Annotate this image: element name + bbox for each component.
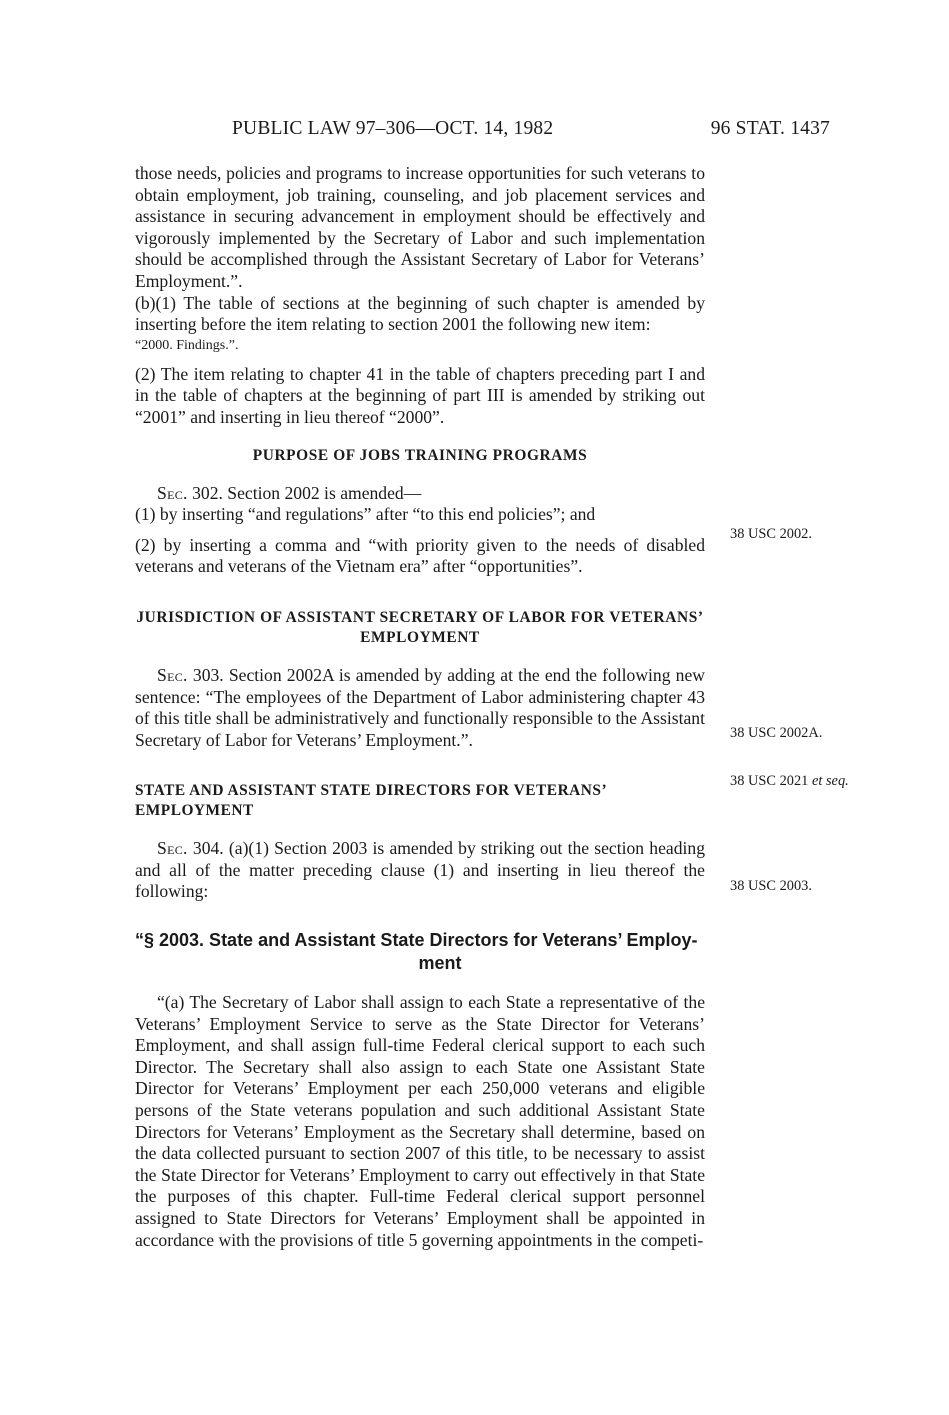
margin-note	[730, 877, 925, 895]
heading-jurisdiction-line-2: EMPLOYMENT	[360, 628, 480, 646]
margin-note	[730, 724, 925, 742]
section-302-lead: Sec. 302. Section 2002 is amended—	[157, 482, 422, 503]
running-head-left: PUBLIC LAW 97–306—OCT. 14, 1982	[232, 118, 554, 139]
heading-jurisdiction-line-1: JURISDICTION OF ASSISTANT SECRETARY OF LABOR FOR VETERANS’	[136, 608, 704, 626]
section-302-clause-2: (2) by inserting a comma and “with priority given to the needs of disabled veterans and veterans of the Vietnam era” after “opportunities”.	[135, 534, 705, 577]
margin-note-text: 38 USC 2003.	[730, 878, 812, 894]
section-2003-title-line-2: ment	[418, 953, 462, 974]
section-2003-title-line-1: “§ 2003. State and Assistant State Directors for Veterans’ Employ-	[135, 930, 698, 951]
running-head-right: 96 STAT. 1437	[710, 118, 830, 139]
section-303-paragraph: Sec. 303. Section 2002A is amended by adding at the end the following new sentence: “The employees of the Department of Labor administering chapter 43 of this title shall be administratively and functionally responsible to the Assistant Secretary of Labor for Veterans’ Employment.”.	[135, 664, 705, 750]
section-2003-title	[135, 929, 705, 975]
section-2003-subsection-a: “(a) The Secretary of Labor shall assign to each State a representative of the Veterans’ Employment Service to serve as the State Director for Veterans’ Employment, and shall assign full-time Federal clerical support to each such Director. The Secretary shall also assign to each State one Assistant State Director for Veterans’ Employment per each 250,000 veterans and eligible persons of the State veterans population and such additional Assistant State Directors for Veterans’ Employment as the Secretary shall determine, based on the data collected pursuant to section 2007 of this title, to be necessary to assist the State Director for Veterans’ Employment to carry out effectively in that State the purposes of this chapter. Full-time Federal clerical support personnel assigned to State Directors for Veterans’ Employment shall be appointed in accordance with the provisions of title 5 governing appointments in the competi-	[135, 992, 705, 1250]
main-text-column	[135, 163, 705, 1251]
margin-note-italic: et seq.	[811, 773, 849, 789]
quote-block-paragraph: those needs, policies and programs to increase opportunities for such veterans to obtain employment, job training, counseling, and job placement services and assistance in securing advancement in employment should be effectively and vigorously implemented by the Secretary of Labor and such implementation should be accomplished through the Assistant Secretary of Labor for Veterans’ Employment.”.	[135, 163, 705, 291]
margin-note	[730, 525, 925, 543]
margin-note	[730, 772, 925, 790]
heading-state-and-assistant-state-directors: STATE AND ASSISTANT STATE DIRECTORS FOR VETERANS’ EMPLOYMENT	[135, 782, 606, 820]
heading-purpose-of-jobs-training-programs: PURPOSE OF JOBS TRAINING PROGRAMS	[252, 446, 588, 464]
margin-note-text: 38 USC 2021	[730, 773, 812, 789]
table-of-sections-item: “2000. Findings.”.	[135, 337, 239, 353]
margin-note-text: 38 USC 2002.	[730, 526, 812, 542]
section-304-paragraph: Sec. 304. (a)(1) Section 2003 is amended by striking out the section heading and all of the matter preceding clause (1) and inserting in lieu thereof the following:	[135, 838, 705, 902]
section-302-clause-1: (1) by inserting “and regulations” after “to this end policies”; and	[135, 504, 596, 525]
margin-note-text: 38 USC 2002A.	[730, 725, 823, 741]
paragraph-b1: (b)(1) The table of sections at the beginning of such chapter is amended by inserting before the item relating to section 2001 the following new item:	[135, 292, 705, 335]
paragraph-b2: (2) The item relating to chapter 41 in the table of chapters preceding part I and in the table of chapters at the beginning of part III is amended by striking out “2001” and inserting in lieu thereof “2000”.	[135, 363, 705, 427]
